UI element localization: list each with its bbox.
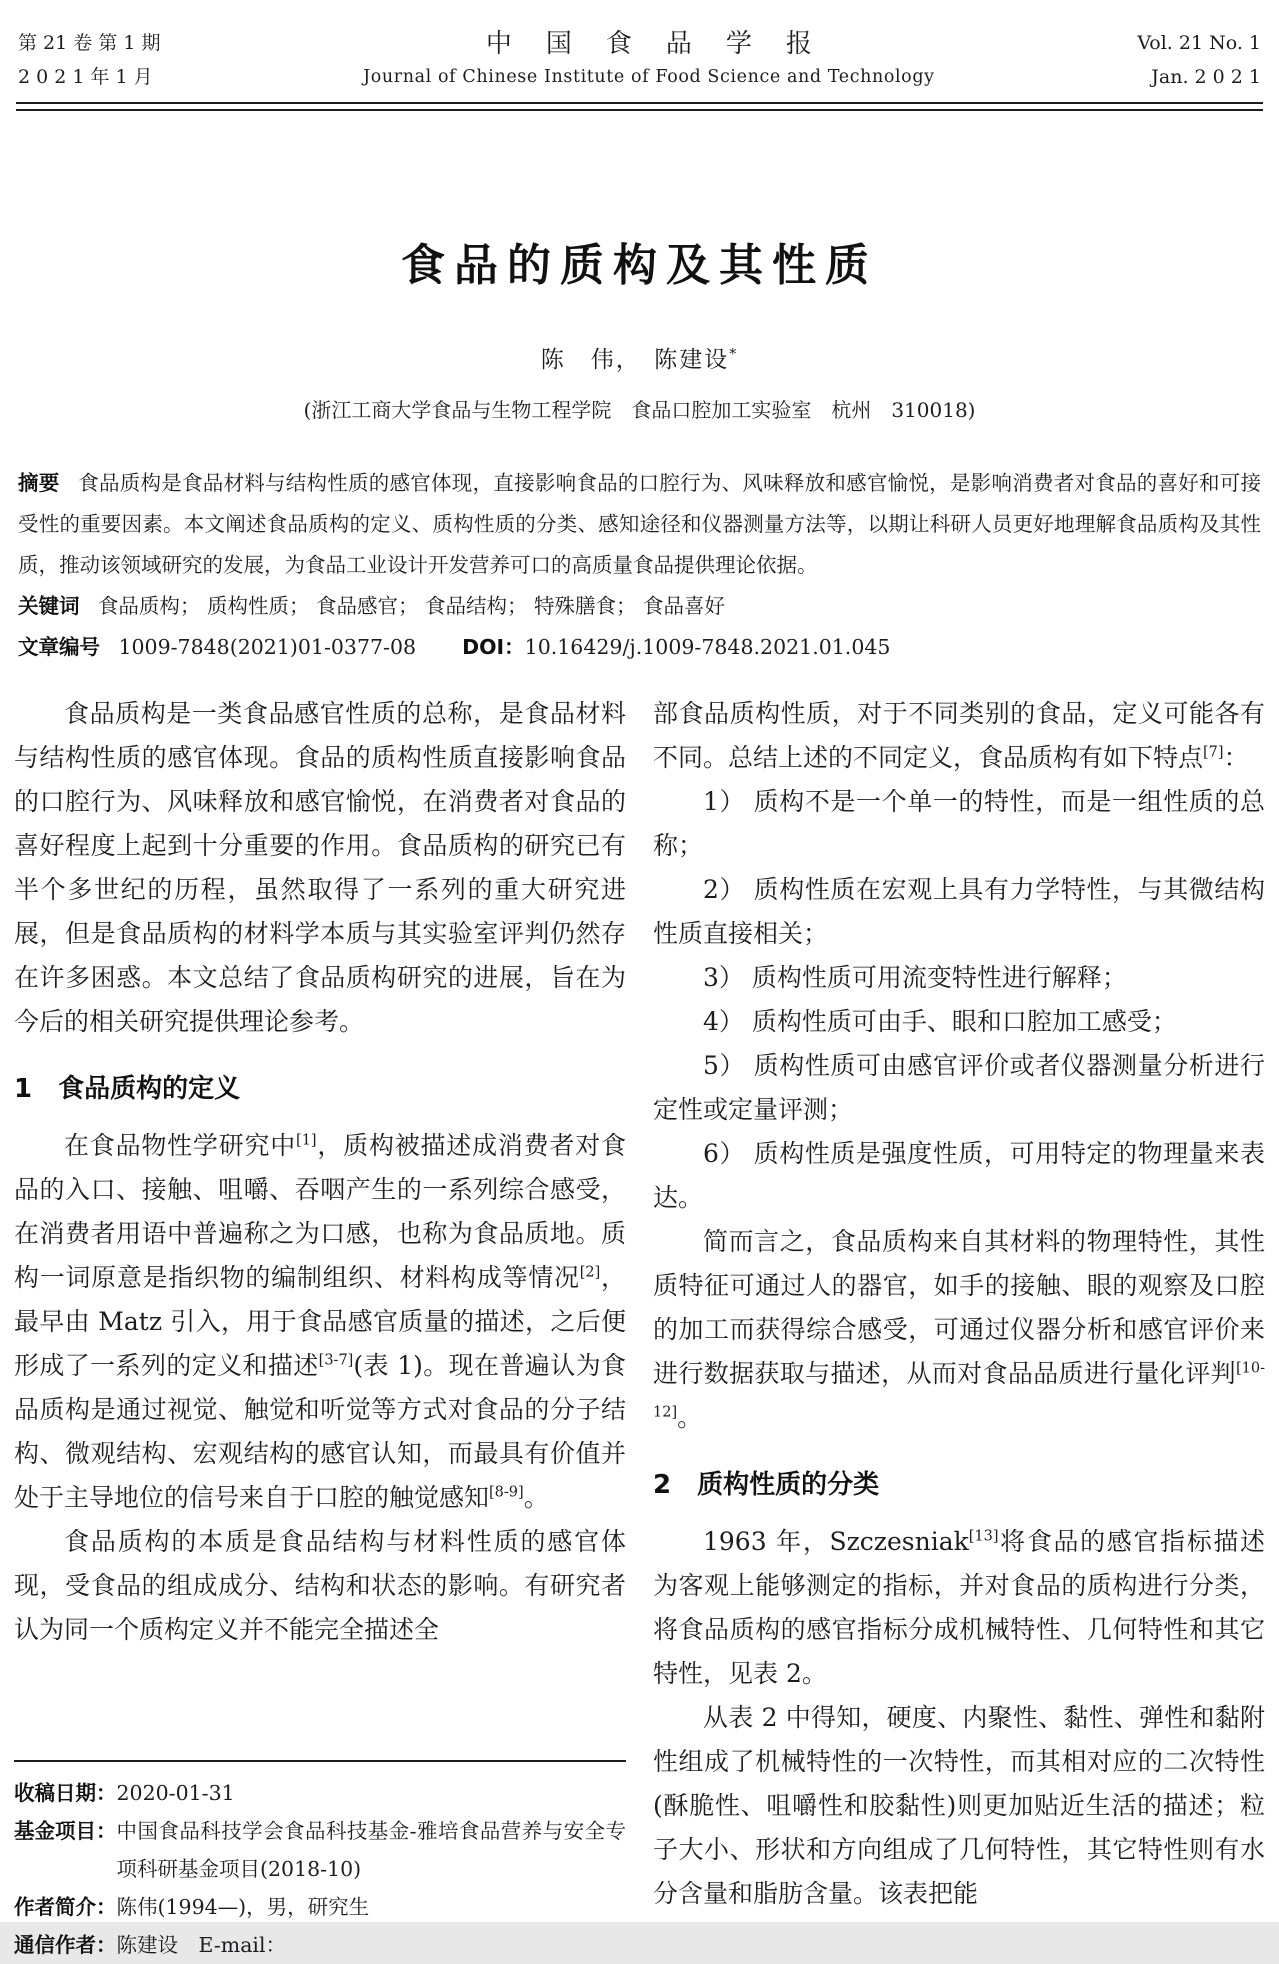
abstract-text: 食品质构是食品材料与结构性质的感官体现，直接影响食品的口腔行为、风味释放和感官愉悦，是影响消费者对食品的喜好和可接受性的重要因素。本文阐述食品质构的定义、质构性质的分类、感知途径和仪器测量方法等，以期让科研人员更好地理解食品质构及其性质，推动该领域研究的发展，为食品工业设计开发营养可口的高质量食品提供理论依据。 — [18, 471, 1262, 577]
abstract-label: 摘要 — [18, 471, 60, 495]
section-1-paragraph-2-continued: 部食品质构性质，对于不同类别的食品，定义可能各有不同。总结上述的不同定义，食品质构有如下特点[7]： — [653, 699, 1265, 772]
footnote-author-bio — [14, 1888, 626, 1926]
left-column — [14, 692, 626, 1964]
date-en: Jan. 2 0 2 1 — [1151, 66, 1261, 88]
feature-item-1: 1） 质构不是一个单一的特性，而是一组性质的总称； — [653, 787, 1265, 860]
footnote-corresponding-author — [14, 1926, 626, 1964]
right-column — [653, 692, 1265, 1964]
keywords-line — [18, 586, 1261, 627]
header-volume-issue-cn — [18, 26, 160, 94]
volume-issue-en: Vol. 21 No. 1 — [1137, 32, 1261, 54]
feature-item-6: 6） 质构性质是强度性质，可用特定的物理量来表达。 — [653, 1139, 1265, 1212]
body-columns — [0, 692, 1279, 1964]
doi-label: DOI： — [462, 635, 525, 659]
article-number-value: 1009-7848(2021)01-0377-08 — [118, 635, 417, 659]
doi-value: 10.16429/j.1009-7848.2021.01.045 — [524, 635, 891, 659]
feature-item-4: 4） 质构性质可由手、眼和口腔加工感受； — [703, 1007, 1177, 1036]
abstract-block — [18, 463, 1261, 668]
corresponding-author-mark: * — [729, 346, 739, 363]
funding-label: 基金项目： — [14, 1819, 117, 1843]
article-number-label: 文章编号 — [18, 635, 100, 659]
abstract-paragraph — [18, 463, 1261, 586]
journal-name-block — [160, 26, 1137, 92]
section-1-summary-paragraph: 简而言之，食品质构来自其材料的物理特性，其性质特征可通过人的器官，如手的接触、眼的观察及口腔的加工而获得综合感受，可通过仪器分析和感官评价来进行数据获取与描述，从而对食品品质进行量化评判[10-12]。 — [653, 1227, 1265, 1432]
keywords-label: 关键词 — [18, 594, 80, 618]
section-2-heading: 2 质构性质的分类 — [653, 1470, 880, 1500]
author-names: 陈 伟， 陈建设 — [540, 347, 730, 373]
author-bio-value: 陈伟(1994—)，男，研究生 — [116, 1895, 370, 1919]
section-2-paragraph-1: 1963 年，Szczesniak[13]将食品的感官指标描述为客观上能够测定的指标，并对食品的质构进行分类，将食品质构的感官指标分成机械特性、几何特性和其它特性，见表 2。 — [653, 1527, 1265, 1688]
keywords-text: 食品质构； 质构性质； 食品感官； 食品结构； 特殊膳食； 食品喜好 — [97, 594, 726, 618]
feature-item-2: 2） 质构性质在宏观上具有力学特性，与其微结构性质直接相关； — [653, 875, 1265, 948]
funding-value: 中国食品科技学会食品科技基金-雅培食品营养与安全专项科研基金项目(2018-10) — [116, 1819, 626, 1881]
volume-issue-cn: 第 21 卷 第 1 期 — [18, 32, 161, 54]
date-cn: 2 0 2 1 年 1 月 — [18, 66, 153, 88]
intro-paragraph: 食品质构是一类食品感官性质的总称，是食品材料与结构性质的感官体现。食品的质构性质直接影响食品的口腔行为、风味释放和感官愉悦，在消费者对食品的喜好程度上起到十分重要的作用。食品质构的研究已有半个多世纪的历程，虽然取得了一系列的重大研究进展，但是食品质构的材料学本质与其实验室评判仍然存在许多困惑。本文总结了食品质构研究的进展，旨在为今后的相关研究提供理论参考。 — [14, 699, 626, 1036]
section-1-paragraph-1: 在食品物性学研究中[1]，质构被描述成消费者对食品的入口、接触、咀嚼、吞咽产生的一系列综合感受，在消费者用语中普遍称之为口感，也称为食品质地。质构一词原意是指织物的编制组织、材料构成等情况[2]，最早由 Matz 引入，用于食品感官质量的描述，之后便形成了一系列的定义和描述[3-7](表 1)。现在普遍认为食品质构是通过视觉、触觉和听觉等方式对食品的分子结构、微观结构、宏观结构的感官认知，而最具有价值并处于主导地位的信号来自于口腔的触觉感知[8-9]。 — [14, 1131, 626, 1512]
footnote-funding — [14, 1812, 626, 1888]
corresponding-author-label: 通信作者： — [14, 1933, 117, 1957]
authors-line — [0, 341, 1279, 374]
feature-item-3: 3） 质构性质可用流变特性进行解释； — [703, 963, 1127, 992]
section-1-heading: 1 食品质构的定义 — [14, 1074, 241, 1104]
received-date-value: 2020-01-31 — [116, 1781, 235, 1805]
received-date-label: 收稿日期： — [14, 1781, 117, 1805]
header-volume-issue-en — [1137, 26, 1261, 94]
footnote-block — [14, 1760, 626, 1964]
article-title: 食品的质构及其性质 — [401, 240, 878, 291]
author-bio-label: 作者简介： — [14, 1895, 117, 1919]
journal-name-en: Journal of Chinese Institute of Food Science and Technology — [363, 67, 935, 87]
article-number-line — [18, 627, 1261, 668]
corresponding-author-value: 陈建设 E-mail： — [116, 1933, 287, 1957]
header-divider-rule — [16, 102, 1263, 111]
affiliation-line: (浙江工商大学食品与生物工程学院 食品口腔加工实验室 杭州 310018) — [303, 398, 976, 422]
section-2-paragraph-2: 从表 2 中得知，硬度、内聚性、黏性、弹性和黏附性组成了机械特性的一次特性，而其相对应的二次特性(酥脆性、咀嚼性和胶黏性)则更加贴近生活的描述；粒子大小、形状和方向组成了几何特性，其它特性则有水分含量和脂肪含量。该表把能 — [653, 1703, 1265, 1908]
feature-item-5: 5） 质构性质可由感官评价或者仪器测量分析进行定性或定量评测； — [653, 1051, 1265, 1124]
footnote-received-date — [14, 1774, 626, 1812]
section-1-paragraph-2: 食品质构的本质是食品结构与材料性质的感官体现，受食品的组成成分、结构和状态的影响。有研究者认为同一个质构定义并不能完全描述全 — [14, 1527, 626, 1644]
journal-header — [0, 0, 1279, 94]
journal-name-cn: 中国食品学报 — [485, 29, 846, 59]
